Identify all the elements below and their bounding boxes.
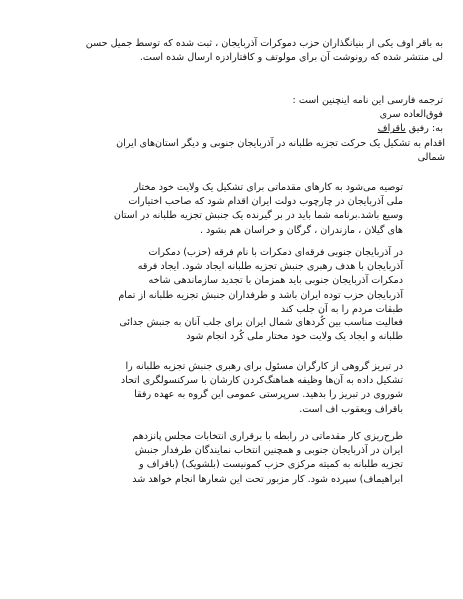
paragraph-line: باقراف ویعقوب اف است. [299, 403, 403, 415]
letter-heading [293, 94, 443, 137]
intro-line-2: لی منتشر شده که رونوشت آن برای مولوتف و کافتارادزه ارسال شده است. [139, 52, 443, 64]
paragraph-line: در تبریز گروهی از کارگران مسئول برای رهبری جنبش تجزیه طلبانه را [125, 361, 403, 372]
paragraph-line: تشکیل داده به آن‌ها وظیفه هماهنگ‌کردن کارشان با سرکنسولگری اتحاد [120, 375, 403, 387]
subject-line-1: اقدام به تشکیل یک حرکت تجزیه طلبانه در آذربایجان جنوبی و دیگر استان‌های ایران [116, 138, 445, 149]
paragraph-line: ایران در آذربایجان جنوبی و همچنین انتخاب نمایندگان طرفدار جنبش [134, 445, 403, 457]
paragraph-5 [132, 430, 403, 487]
paragraph-line: طرح‌ریزی کار مقدماتی در رابطه با برقراری انتخابات مجلس پانزدهم [132, 431, 403, 442]
paragraph-line: فعالیت مناسب بین کُردهای شمال ایران برای جلب آنان به جنبش جدائی [119, 317, 403, 328]
paragraph-line: آذربایجان حزب توده ایران باشد و طرفداران جنبش تجزیه طلبانه از تمام [118, 289, 403, 301]
paragraph-1 [114, 181, 403, 238]
paragraph-line: طلبانه و ایجاد یک ولایت خود مختار ملی کُرد انجام شود [186, 331, 403, 343]
paragraph-line: توصیه می‌شود به کارهای مقدماتی برای تشکیل یک ولایت خود مختار [133, 182, 403, 193]
translation-label: ترجمه فارسی این نامه اینچنین است : [292, 95, 443, 106]
paragraph-line: ملی آذربایجان در چارچوب دولت ایران اقدام شود که صاحب اختیارات [128, 196, 403, 208]
paragraph-3 [119, 316, 403, 344]
recipient-prefix: به: رفیق [405, 123, 443, 135]
intro-line-1: به باقر اوف یکی از بنیانگذاران حزب دموکرات آذربایجان ، ثبت شده که توسط جمیل حسن [85, 38, 443, 49]
letter-subject [116, 137, 445, 165]
paragraph-2 [118, 246, 403, 317]
paragraph-line: وسیع باشد.برنامه شما باید در بر گیرنده یک جنبش تجزیه طلبانه در استان [113, 210, 403, 222]
intro-paragraph [86, 37, 443, 65]
paragraph-line: تجزیه طلبانه به کمیته مرکزی حزب کمونیست (بلشویک) (باقراف و [139, 459, 403, 471]
classification-label: فوق‌العاده سری [379, 109, 443, 121]
paragraph-4 [121, 360, 403, 417]
paragraph-line: در آذربایجان جنوبی فرقه‌ای دمکرات با نام فرقه (حزب) دمکرات [148, 247, 403, 258]
paragraph-line: آذربایجان با هدف رهبری جنبش تجزیه طلبانه ایجاد شود. ایجاد فرقه [137, 261, 403, 273]
paragraph-line: طبقات مردم را به آن جلب کند [280, 303, 403, 315]
paragraph-line: دمکرات آذربایجان جنوبی باید همزمان با تجدید سازماندهی شاخه [148, 275, 403, 287]
recipient-name: باقراف [377, 123, 406, 135]
subject-line-2: شمالی [417, 152, 445, 164]
paragraph-line: شوروی در تبریز را بدهید. سرپرستی عمومی این گروه به عهده رفقا [134, 389, 403, 401]
paragraph-line: ابراهیماف) سپرده شود. کار مزبور تحت این شعارها انجام خواهد شد [132, 473, 403, 485]
paragraph-line: های گیلان ، مازندران ، گرگان و خراسان هم بشود . [199, 224, 403, 236]
recipient-line [293, 122, 443, 136]
